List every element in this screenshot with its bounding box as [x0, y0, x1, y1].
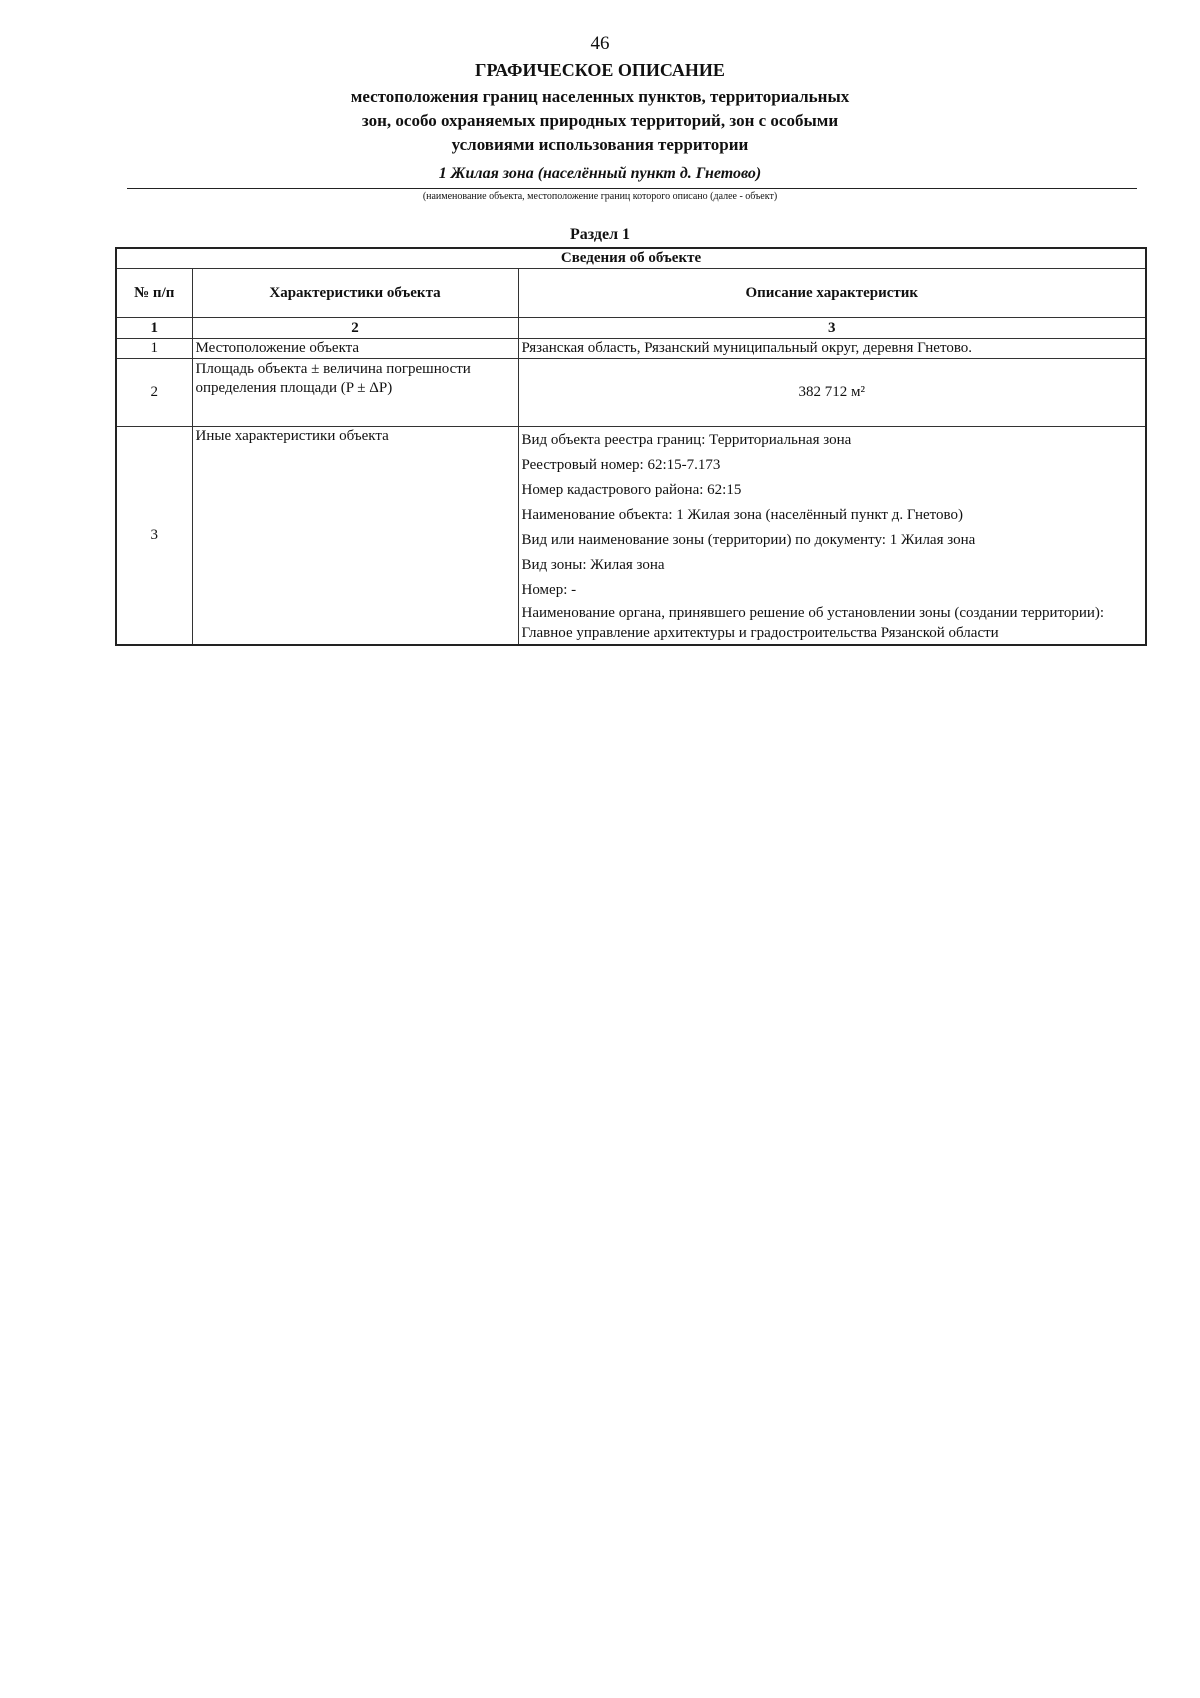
row-number: 3 [116, 427, 192, 646]
table-row [116, 427, 1146, 646]
column-header-characteristic: Характеристики объекта [192, 269, 518, 318]
table-title: Сведения об объекте [116, 248, 1146, 269]
subtitle-line: местоположения границ населенных пунктов, территориальных [350, 87, 850, 106]
table-title-row [116, 248, 1146, 269]
description-line: Наименование органа, принявшего решение об установлении зоны (создании территории): Главное управление архитектуры и градостроительства Рязанской области [521, 605, 1105, 641]
column-number: 1 [116, 318, 192, 339]
column-number: 3 [518, 318, 1146, 339]
description-line: Вид или наименование зоны (территории) по документу: 1 Жилая зона [521, 532, 976, 548]
row-number: 1 [116, 339, 192, 359]
row-number: 2 [116, 359, 192, 427]
column-header-number: № п/п [116, 269, 192, 318]
description-line: Номер кадастрового района: 62:15 [521, 482, 742, 498]
document-title: ГРАФИЧЕСКОЕ ОПИСАНИЕ [475, 60, 725, 80]
row-characteristic: Местоположение объекта [192, 339, 518, 359]
object-name: 1 Жилая зона (населённый пункт д. Гнетово) [438, 165, 762, 182]
document-subtitle [230, 85, 970, 157]
table-row [116, 359, 1146, 427]
object-caption: (наименование объекта, местоположение границ которого описано (далее - объект) [422, 191, 778, 202]
section-title: Раздел 1 [569, 226, 631, 243]
table-header-row [116, 269, 1146, 318]
subtitle-line: условиями использования территории [451, 135, 749, 154]
subtitle-line: зон, особо охраняемых природных территорий, зон с особыми [361, 111, 839, 130]
row-description [518, 427, 1146, 646]
column-number-row [116, 318, 1146, 339]
description-line: Вид объекта реестра границ: Территориальная зона [521, 432, 852, 448]
description-line: Вид зоны: Жилая зона [521, 557, 665, 573]
description-line: Реестровый номер: 62:15-7.173 [521, 457, 721, 473]
row-characteristic: Площадь объекта ± величина погрешности определения площади (P ± ΔP) [192, 359, 518, 427]
row-characteristic: Иные характеристики объекта [192, 427, 518, 646]
row-description: 382 712 м² [518, 359, 1146, 427]
divider-line [127, 188, 1137, 189]
column-header-description: Описание характеристик [518, 269, 1146, 318]
description-line: Наименование объекта: 1 Жилая зона (населённый пункт д. Гнетово) [521, 507, 963, 523]
object-info-table [115, 247, 1147, 646]
page-number: 46 [590, 33, 610, 54]
column-number: 2 [192, 318, 518, 339]
description-line: Номер: - [521, 582, 577, 598]
row-description: Рязанская область, Рязанский муниципальный округ, деревня Гнетово. [518, 339, 1146, 359]
table-row [116, 339, 1146, 359]
